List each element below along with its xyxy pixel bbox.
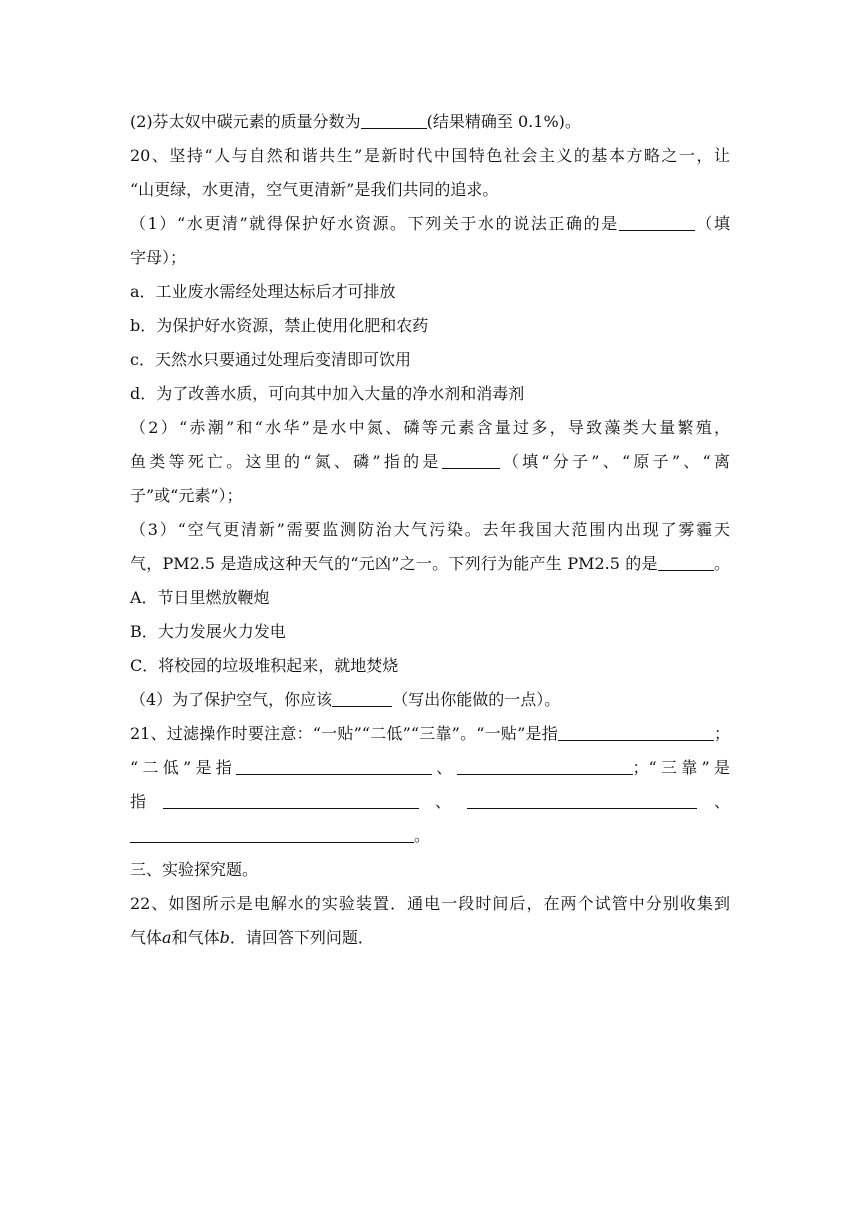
q20-part1-tail: （填 [694, 214, 730, 233]
q21-line-1 [130, 724, 730, 744]
q21-line-2-text: “二低”是指 [130, 758, 236, 777]
q22-text-mid: 和气体 [171, 928, 220, 947]
q20-part4-text: （4）为了保护空气，你应该 [130, 690, 333, 709]
option-a: a．工业废水需经处理达标后才可排放 [130, 282, 396, 301]
q20-part2-line-2 [130, 452, 730, 472]
answer-blank [163, 792, 419, 809]
answer-blank [236, 758, 432, 775]
q21-sep: 、 [697, 792, 730, 811]
q21-sep: 、 [418, 792, 468, 811]
gas-b-variable: b [219, 928, 230, 947]
q20-part2-line-3: 子”或“元素”）； [130, 486, 243, 505]
q20-part1-text: （1）“水更清”就得保护好水资源。下列关于水的说法正确的是 [130, 214, 619, 233]
q22-text: 气体 [130, 928, 163, 947]
option-b: b．为保护好水资源，禁止使用化肥和农药 [130, 316, 429, 335]
answer-blank [361, 112, 427, 129]
answer-blank [619, 214, 695, 231]
q20-part4-line [130, 690, 560, 710]
answer-blank [457, 758, 633, 775]
q20-part3-tail: 。 [713, 554, 730, 573]
option-A: A．节日里燃放鞭炮 [130, 588, 270, 607]
q20-part3-line-1: （3）“空气更清新”需要监测防治大气污染。去年我国大范围内出现了雾霾天 [130, 520, 730, 539]
gas-a-variable: a [162, 928, 172, 947]
q21-line-3 [130, 792, 730, 812]
q19-part2-text: (2)芬太奴中碳元素的质量分数为 [130, 112, 361, 131]
section-heading: 三、实验探究题。 [130, 860, 259, 879]
q20-part2-text: 鱼类等死亡。这里的“氮、磷”指的是 [130, 452, 442, 471]
q20-part2-tail: （填“分子”、“原子”、“离 [499, 452, 730, 471]
q22-line-2 [130, 928, 374, 948]
q21-text: 21、过滤操作时要注意：“一贴”“二低”“三靠”。“一贴”是指 [130, 724, 558, 743]
q20-part2-line-1: （2）“赤潮”和“水华”是水中氮、磷等元素含量过多，导致藻类大量繁殖， [130, 418, 730, 437]
q20-part4-tail: （写出你能做的一点）。 [392, 690, 561, 709]
q21-line-2 [130, 758, 730, 778]
q22-line-1: 22、如图所示是电解水的实验装置．通电一段时间后，在两个试管中分别收集到 [130, 894, 730, 913]
q19-part2-tail: (结果精确至 0.1%)。 [426, 112, 581, 131]
answer-blank [442, 452, 500, 469]
q19-part2-line [130, 112, 581, 132]
answer-blank [130, 826, 414, 843]
answer-blank [332, 690, 392, 707]
q20-part3-line-2 [130, 554, 730, 574]
q20-part3-text: 气，PM2.5 是造成这种天气的“元凶”之一。下列行为能产生 PM2.5 的是 [130, 554, 658, 573]
answer-blank [467, 792, 697, 809]
q21-line-3-text: 指 [130, 792, 163, 811]
q20-part1-line [130, 214, 730, 234]
option-C: C．将校园的垃圾堆积起来，就地焚烧 [130, 656, 399, 675]
q21-sep: 、 [431, 758, 457, 777]
q21-end: 。 [414, 826, 431, 845]
q21-punct: ； [713, 724, 730, 743]
option-B: B．大力发展火力发电 [130, 622, 286, 641]
q21-line-4 [130, 826, 430, 846]
q21-line-2-tail: ；“三靠”是 [632, 758, 730, 777]
option-c: c．天然水只要通过处理后变清即可饮用 [130, 350, 411, 369]
q20-part1-line-2: 字母）； [130, 248, 187, 267]
q20-stem-line-2: “山更绿，水更清，空气更清新”是我们共同的追求。 [130, 180, 499, 199]
option-d: d．为了改善水质，可向其中加入大量的净水剂和消毒剂 [130, 384, 525, 403]
answer-blank [558, 724, 714, 741]
q20-stem-line-1: 20、坚持“人与自然和谐共生”是新时代中国特色社会主义的基本方略之一，让 [130, 146, 730, 165]
q22-text-end: ．请回答下列问题． [229, 928, 374, 947]
answer-blank [658, 554, 714, 571]
